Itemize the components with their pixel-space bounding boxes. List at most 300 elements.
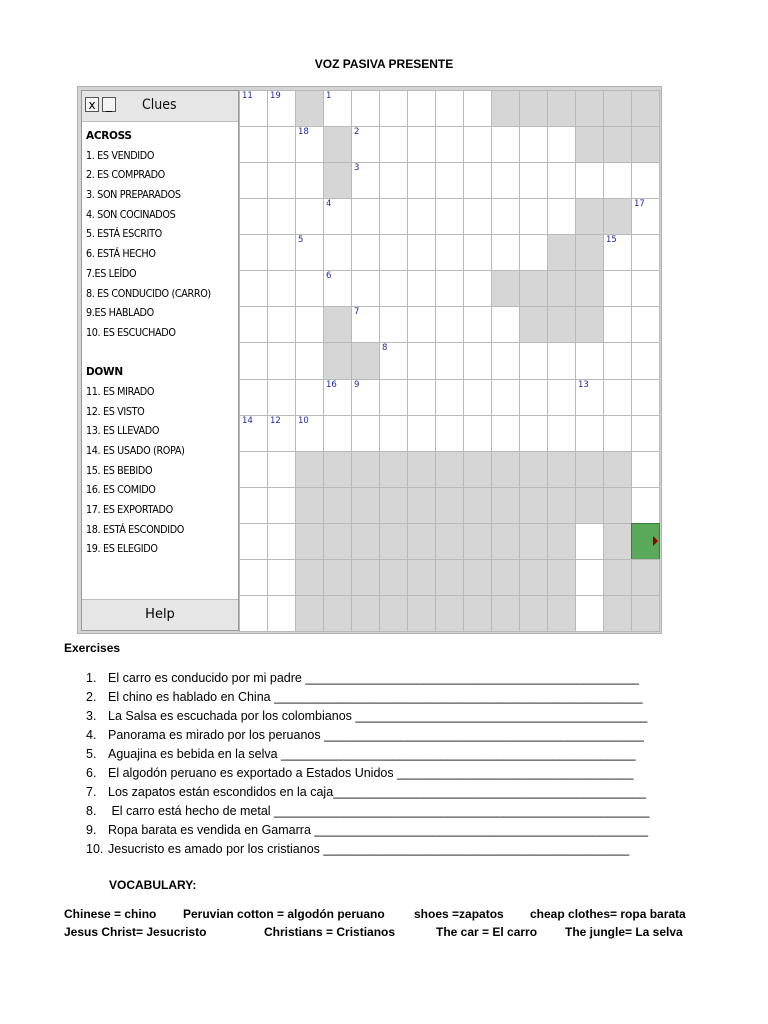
exercise-text: Panorama es mirado por los peruanos ______________________________________________ (108, 728, 644, 742)
grid-cell[interactable] (603, 90, 632, 127)
grid-cell[interactable] (239, 379, 268, 416)
grid-cell[interactable] (631, 379, 660, 416)
grid-cell[interactable] (463, 90, 492, 127)
grid-cell[interactable] (575, 451, 604, 488)
minimize-button[interactable]: _ (102, 97, 116, 112)
grid-cell[interactable] (351, 126, 380, 163)
grid-cell[interactable] (379, 559, 408, 596)
grid-cell[interactable] (463, 415, 492, 452)
grid-cell[interactable] (267, 523, 296, 560)
grid-cell[interactable] (407, 234, 436, 271)
clue-across-9[interactable]: 9.ES HABLADO (86, 307, 154, 320)
close-button[interactable]: x (85, 97, 99, 112)
grid-cell[interactable] (491, 451, 520, 488)
exercise-text: Aguajina es bebida en la selva ___________________________________________________ (108, 747, 636, 761)
grid-cell[interactable] (547, 126, 576, 163)
clue-down-15[interactable]: 15. ES BEBIDO (86, 464, 153, 477)
grid-cell[interactable] (239, 451, 268, 488)
clue-number: 7 (354, 307, 360, 318)
grid-cell[interactable] (407, 487, 436, 524)
grid-cell[interactable] (407, 198, 436, 235)
grid-cell[interactable] (575, 198, 604, 235)
exercise-item (86, 783, 686, 802)
grid-cell[interactable] (491, 90, 520, 127)
clue-number: 8 (382, 343, 388, 354)
grid-cell[interactable] (295, 342, 324, 379)
grid-cell[interactable] (351, 487, 380, 524)
grid-cell[interactable] (323, 162, 352, 199)
grid-cell[interactable] (295, 90, 324, 127)
grid-cell[interactable] (239, 415, 268, 452)
grid-cell[interactable] (631, 162, 660, 199)
crossword-widget (77, 86, 662, 634)
grid-cell[interactable] (575, 234, 604, 271)
clue-across-7[interactable]: 7.ES LEÍDO (86, 267, 137, 280)
grid-cell[interactable] (519, 559, 548, 596)
grid-cell[interactable] (491, 342, 520, 379)
clue-down-12[interactable]: 12. ES VISTO (86, 405, 145, 418)
grid-cell[interactable] (407, 559, 436, 596)
grid-cell[interactable] (351, 162, 380, 199)
grid-cell[interactable] (575, 559, 604, 596)
vocabulary-title: VOCABULARY: (109, 878, 197, 892)
grid-cell[interactable] (239, 234, 268, 271)
grid-cell[interactable] (379, 306, 408, 343)
grid-cell[interactable] (547, 90, 576, 127)
grid-cell[interactable] (547, 379, 576, 416)
exercise-text: Ropa barata es vendida en Gamarra ________________________________________________ (108, 823, 649, 837)
grid-cell[interactable] (603, 559, 632, 596)
grid-cell[interactable] (295, 234, 324, 271)
crossword-grid (239, 90, 659, 631)
grid-cell[interactable] (267, 306, 296, 343)
grid-cell[interactable] (379, 523, 408, 560)
clue-number: 13 (578, 379, 589, 390)
clue-number: 19 (270, 91, 281, 101)
grid-cell[interactable] (463, 234, 492, 271)
grid-cell[interactable] (463, 306, 492, 343)
grid-cell[interactable] (379, 379, 408, 416)
grid-cell[interactable] (631, 342, 660, 379)
grid-cell[interactable] (435, 198, 464, 235)
grid-cell[interactable] (323, 306, 352, 343)
clue-number: 15 (606, 235, 617, 246)
grid-cell[interactable] (323, 342, 352, 379)
grid-cell[interactable] (575, 90, 604, 127)
grid-cell[interactable] (463, 198, 492, 235)
clue-number: 2 (354, 127, 360, 138)
grid-cell[interactable] (323, 523, 352, 560)
grid-cell[interactable] (519, 415, 548, 452)
grid-cell[interactable] (239, 198, 268, 235)
grid-cell[interactable] (631, 90, 660, 127)
clue-across-3[interactable]: 3. SON PREPARADOS (86, 189, 181, 202)
clue-list (86, 127, 236, 560)
grid-cell[interactable] (267, 342, 296, 379)
grid-cell[interactable] (351, 270, 380, 307)
grid-cell[interactable] (519, 342, 548, 379)
grid-cell[interactable] (435, 306, 464, 343)
grid-cell[interactable] (519, 270, 548, 307)
grid-cell[interactable] (435, 342, 464, 379)
clues-panel (81, 90, 239, 631)
grid-cell[interactable] (323, 451, 352, 488)
grid-cell[interactable] (491, 559, 520, 596)
clue-down-11[interactable]: 11. ES MIRADO (86, 385, 155, 398)
grid-cell[interactable] (295, 559, 324, 596)
grid-cell[interactable] (491, 523, 520, 560)
grid-cell[interactable] (463, 162, 492, 199)
grid-cell[interactable] (547, 559, 576, 596)
grid-cell[interactable] (379, 451, 408, 488)
grid-cell[interactable] (323, 90, 352, 127)
grid-cell[interactable] (295, 523, 324, 560)
clue-across-4[interactable]: 4. SON COCINADOS (86, 208, 176, 221)
grid-cell[interactable] (379, 595, 408, 632)
grid-cell[interactable] (519, 523, 548, 560)
grid-cell[interactable] (603, 126, 632, 163)
exercise-number: 2. (86, 690, 97, 704)
grid-cell[interactable] (575, 487, 604, 524)
grid-cell[interactable] (407, 523, 436, 560)
exercise-item (86, 688, 686, 707)
grid-cell[interactable] (379, 234, 408, 271)
grid-cell[interactable] (519, 126, 548, 163)
grid-cell[interactable] (575, 415, 604, 452)
grid-cell[interactable] (407, 415, 436, 452)
grid-cell[interactable] (631, 559, 660, 596)
grid-cell[interactable] (239, 306, 268, 343)
vocab-entry: Chinese = chino (64, 907, 157, 921)
grid-cell[interactable] (295, 415, 324, 452)
grid-cell[interactable] (407, 90, 436, 127)
grid-cell[interactable] (435, 487, 464, 524)
grid-cell[interactable] (435, 90, 464, 127)
grid-cell[interactable] (575, 270, 604, 307)
grid-cell[interactable] (603, 234, 632, 271)
grid-cell[interactable] (491, 162, 520, 199)
grid-cell[interactable] (435, 126, 464, 163)
grid-cell[interactable] (631, 198, 660, 235)
grid-cell[interactable] (295, 595, 324, 632)
grid-cell[interactable] (603, 595, 632, 632)
grid-cell-active[interactable] (631, 523, 660, 560)
help-button[interactable]: Help (82, 599, 238, 630)
grid-cell[interactable] (267, 270, 296, 307)
grid-cell[interactable] (435, 162, 464, 199)
grid-cell[interactable] (351, 595, 380, 632)
grid-cell[interactable] (631, 415, 660, 452)
grid-cell[interactable] (603, 270, 632, 307)
grid-cell[interactable] (351, 198, 380, 235)
exercise-text: El carro está hecho de metal ______________________________________________________ (108, 804, 650, 818)
clue-across-10[interactable]: 10. ES ESCUCHADO (86, 326, 176, 339)
grid-cell[interactable] (435, 523, 464, 560)
clue-number: 17 (634, 199, 645, 210)
grid-cell[interactable] (267, 90, 296, 127)
grid-cell[interactable] (379, 126, 408, 163)
grid-cell[interactable] (407, 306, 436, 343)
grid-cell[interactable] (463, 451, 492, 488)
grid-cell[interactable] (351, 523, 380, 560)
clue-down-14[interactable]: 14. ES USADO (ROPA) (86, 445, 185, 457)
exercise-text: El chino es hablado en China _____________________________________________________ (108, 690, 643, 704)
grid-cell[interactable] (239, 90, 268, 127)
grid-cell[interactable] (407, 126, 436, 163)
grid-cell[interactable] (603, 306, 632, 343)
clues-label: Clues (142, 97, 177, 113)
grid-cell[interactable] (547, 162, 576, 199)
clue-across-1[interactable]: 1. ES VENDIDO (86, 149, 155, 162)
grid-cell[interactable] (267, 559, 296, 596)
grid-cell[interactable] (463, 595, 492, 632)
grid-cell[interactable] (575, 126, 604, 163)
grid-cell[interactable] (547, 342, 576, 379)
clue-down-16[interactable]: 16. ES COMIDO (86, 484, 156, 497)
exercise-text: El carro es conducido por mi padre ________________________________________________ (108, 671, 640, 685)
grid-cell[interactable] (463, 523, 492, 560)
grid-cell[interactable] (575, 306, 604, 343)
grid-cell[interactable] (603, 198, 632, 235)
grid-cell[interactable] (379, 415, 408, 452)
clue-number: 10 (298, 415, 309, 426)
grid-cell[interactable] (267, 595, 296, 632)
grid-cell[interactable] (323, 559, 352, 596)
clue-number: 16 (326, 379, 337, 390)
exercise-text: La Salsa es escuchada por los colombianos __________________________________________ (108, 709, 648, 723)
grid-cell[interactable] (379, 162, 408, 199)
grid-cell[interactable] (603, 162, 632, 199)
grid-cell[interactable] (435, 451, 464, 488)
exercise-number: 1. (86, 671, 97, 685)
grid-cell[interactable] (463, 126, 492, 163)
grid-cell[interactable] (519, 487, 548, 524)
grid-cell[interactable] (463, 270, 492, 307)
grid-cell[interactable] (239, 487, 268, 524)
exercise-item (86, 726, 686, 745)
grid-cell[interactable] (491, 415, 520, 452)
grid-cell[interactable] (407, 342, 436, 379)
exercise-number: 5. (86, 747, 97, 761)
grid-cell[interactable] (379, 342, 408, 379)
exercise-item (86, 745, 686, 764)
grid-cell[interactable] (323, 198, 352, 235)
exercise-text: Jesucristo es amado por los cristianos ____________________________________________ (108, 842, 630, 856)
grid-cell[interactable] (603, 379, 632, 416)
grid-cell[interactable] (631, 126, 660, 163)
exercise-item (86, 764, 686, 783)
grid-cell[interactable] (379, 487, 408, 524)
clue-down-19[interactable]: 19. ES ELEGIDO (86, 543, 158, 556)
grid-cell[interactable] (351, 342, 380, 379)
grid-cell[interactable] (407, 162, 436, 199)
exercise-number: 3. (86, 709, 97, 723)
clue-number: 14 (242, 415, 253, 426)
grid-cell[interactable] (575, 379, 604, 416)
vocab-entry: The jungle= La selva (565, 925, 683, 939)
grid-cell[interactable] (519, 451, 548, 488)
clue-number: 5 (298, 235, 304, 246)
grid-cell[interactable] (295, 487, 324, 524)
grid-cell[interactable] (267, 451, 296, 488)
clue-down-17[interactable]: 17. ES EXPORTADO (86, 504, 173, 517)
grid-cell[interactable] (519, 198, 548, 235)
clue-across-6[interactable]: 6. ESTÁ HECHO (86, 248, 156, 261)
grid-cell[interactable] (463, 342, 492, 379)
grid-cell[interactable] (547, 451, 576, 488)
exercise-number: 8. (86, 804, 97, 818)
grid-cell[interactable] (519, 162, 548, 199)
grid-cell[interactable] (631, 451, 660, 488)
grid-cell[interactable] (491, 198, 520, 235)
clue-down-18[interactable]: 18. ESTÁ ESCONDIDO (86, 523, 185, 536)
grid-cell[interactable] (491, 595, 520, 632)
grid-cell[interactable] (239, 162, 268, 199)
grid-cell[interactable] (631, 487, 660, 524)
grid-cell[interactable] (603, 523, 632, 560)
grid-cell[interactable] (267, 126, 296, 163)
clue-across-8[interactable]: 8. ES CONDUCIDO (CARRO) (86, 287, 211, 300)
grid-cell[interactable] (295, 451, 324, 488)
clue-down-13[interactable]: 13. ES LLEVADO (86, 425, 160, 438)
grid-cell[interactable] (351, 306, 380, 343)
grid-cell[interactable] (435, 595, 464, 632)
exercise-list (86, 669, 686, 859)
grid-cell[interactable] (239, 559, 268, 596)
grid-cell[interactable] (575, 595, 604, 632)
clue-number: 12 (270, 415, 281, 426)
grid-cell[interactable] (351, 451, 380, 488)
grid-cell[interactable] (267, 234, 296, 271)
exercise-item (86, 707, 686, 726)
grid-cell[interactable] (351, 415, 380, 452)
grid-cell[interactable] (603, 415, 632, 452)
grid-cell[interactable] (547, 306, 576, 343)
grid-cell[interactable] (631, 306, 660, 343)
grid-cell[interactable] (267, 162, 296, 199)
grid-cell[interactable] (519, 379, 548, 416)
grid-cell[interactable] (435, 270, 464, 307)
grid-cell[interactable] (463, 559, 492, 596)
grid-cell[interactable] (575, 342, 604, 379)
grid-cell[interactable] (519, 595, 548, 632)
grid-cell[interactable] (267, 198, 296, 235)
grid-cell[interactable] (323, 234, 352, 271)
grid-cell[interactable] (463, 487, 492, 524)
grid-cell[interactable] (295, 162, 324, 199)
grid-cell[interactable] (323, 595, 352, 632)
grid-cell[interactable] (491, 379, 520, 416)
grid-cell[interactable] (575, 523, 604, 560)
grid-cell[interactable] (631, 234, 660, 271)
grid-cell[interactable] (547, 523, 576, 560)
exercise-number: 7. (86, 785, 97, 799)
grid-cell[interactable] (603, 451, 632, 488)
grid-cell[interactable] (519, 306, 548, 343)
grid-cell[interactable] (295, 306, 324, 343)
grid-cell[interactable] (407, 595, 436, 632)
grid-cell[interactable] (435, 415, 464, 452)
clue-across-2[interactable]: 2. ES COMPRADO (86, 169, 165, 182)
grid-cell[interactable] (295, 198, 324, 235)
grid-cell[interactable] (491, 234, 520, 271)
clue-number: 9 (354, 379, 360, 390)
grid-cell[interactable] (323, 379, 352, 416)
exercise-item (86, 821, 686, 840)
clue-number: 3 (354, 163, 360, 174)
grid-cell[interactable] (239, 270, 268, 307)
clue-number: 1 (326, 91, 332, 101)
grid-cell[interactable] (323, 270, 352, 307)
grid-cell[interactable] (351, 379, 380, 416)
down-heading: DOWN (86, 366, 123, 379)
grid-cell[interactable] (547, 595, 576, 632)
grid-cell[interactable] (491, 487, 520, 524)
grid-cell[interactable] (379, 198, 408, 235)
grid-cell[interactable] (323, 126, 352, 163)
grid-cell[interactable] (407, 270, 436, 307)
grid-cell[interactable] (435, 379, 464, 416)
grid-cell[interactable] (547, 198, 576, 235)
grid-cell[interactable] (295, 270, 324, 307)
clue-across-5[interactable]: 5. ESTÁ ESCRITO (86, 228, 162, 241)
grid-cell[interactable] (351, 234, 380, 271)
grid-cell[interactable] (603, 342, 632, 379)
grid-cell[interactable] (491, 126, 520, 163)
grid-cell[interactable] (239, 595, 268, 632)
grid-cell[interactable] (547, 234, 576, 271)
grid-cell[interactable] (323, 415, 352, 452)
grid-cell[interactable] (435, 559, 464, 596)
grid-cell[interactable] (323, 487, 352, 524)
grid-cell[interactable] (435, 234, 464, 271)
grid-cell[interactable] (491, 270, 520, 307)
grid-cell[interactable] (379, 270, 408, 307)
grid-cell[interactable] (407, 451, 436, 488)
grid-cell[interactable] (407, 379, 436, 416)
grid-cell[interactable] (631, 595, 660, 632)
clue-number: 4 (326, 199, 332, 210)
grid-cell[interactable] (295, 126, 324, 163)
grid-cell[interactable] (267, 379, 296, 416)
grid-cell[interactable] (239, 342, 268, 379)
grid-cell[interactable] (547, 487, 576, 524)
grid-cell[interactable] (239, 523, 268, 560)
grid-cell[interactable] (351, 90, 380, 127)
vocab-entry: Christians = Cristianos (264, 925, 396, 939)
grid-cell[interactable] (519, 234, 548, 271)
grid-cell[interactable] (547, 415, 576, 452)
exercise-item (86, 669, 686, 688)
grid-cell[interactable] (491, 306, 520, 343)
grid-cell[interactable] (379, 90, 408, 127)
grid-cell[interactable] (267, 487, 296, 524)
clues-header (82, 91, 238, 122)
grid-cell[interactable] (575, 162, 604, 199)
grid-cell[interactable] (267, 415, 296, 452)
grid-cell[interactable] (351, 559, 380, 596)
grid-cell[interactable] (631, 270, 660, 307)
grid-cell[interactable] (603, 487, 632, 524)
vocab-entry: Peruvian cotton = algodón peruano (183, 907, 385, 921)
grid-cell[interactable] (519, 90, 548, 127)
grid-cell[interactable] (547, 270, 576, 307)
clue-number: 18 (298, 127, 309, 138)
grid-cell[interactable] (295, 379, 324, 416)
grid-cell[interactable] (463, 379, 492, 416)
exercise-text: El algodón peruano es exportado a Estados Unidos __________________________________ (108, 766, 634, 780)
grid-cell[interactable] (239, 126, 268, 163)
